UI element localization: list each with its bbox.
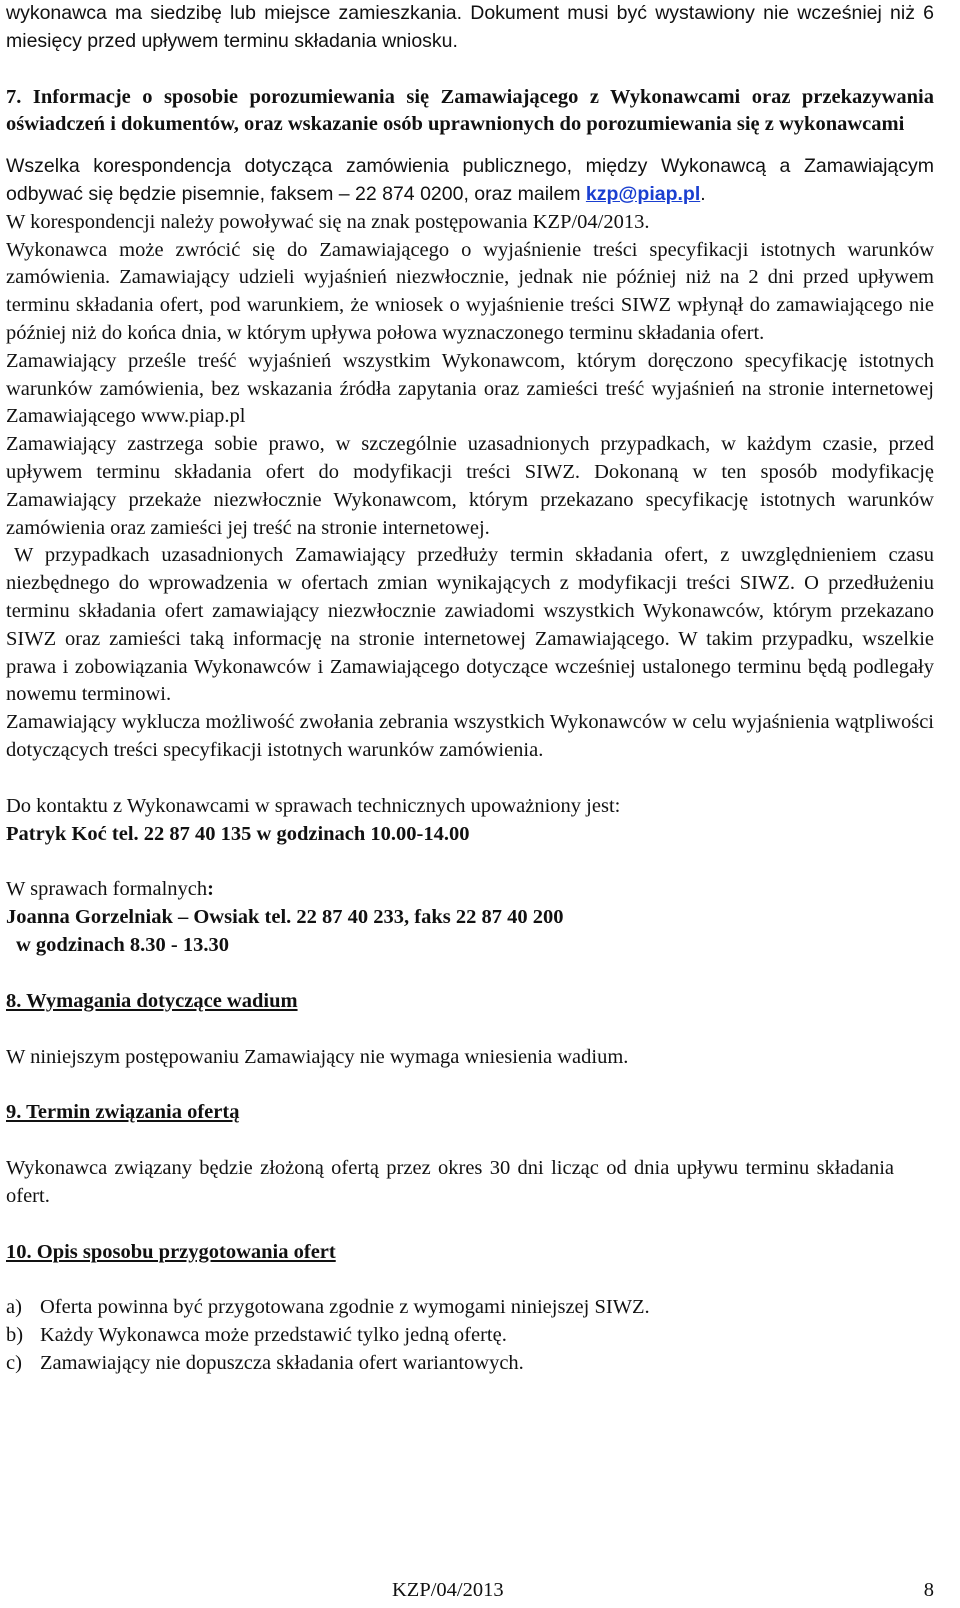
section-8-heading: 8. Wymagania dotyczące wadium [6, 989, 298, 1012]
list-item [6, 1322, 934, 1350]
email-link[interactable]: kzp@piap.pl [585, 182, 701, 205]
list-item-text: Każdy Wykonawca może przedstawić tylko jedną ofertę. [40, 1324, 507, 1347]
section-7-heading: 7. Informacje o sposobie porozumiewania się Zamawiającego z Wykonawcami oraz przekazywania oświadczeń i dokumentów, oraz wskazanie osób uprawnionych do porozumiewania się z wykonawcami [6, 85, 934, 136]
contact-formal-colon: : [207, 878, 214, 901]
footer-reference: KZP/04/2013 [392, 1579, 504, 1601]
section-10-heading: 10. Opis sposobu przygotowania ofert [6, 1240, 336, 1263]
list-marker: c) [6, 1352, 22, 1375]
contact-formal-hours: w godzinach 8.30 - 13.30 [16, 933, 229, 956]
contact-tech-person: Patryk Koć tel. 22 87 40 135 w godzinach 10.00-14.00 [6, 822, 470, 845]
list-item [6, 1350, 934, 1378]
deadline-extension-paragraph: W przypadkach uzasadnionych Zamawiający przedłuży termin składania ofert, z uwzględnieniem czasu niezbędnego do wprowadzenia w ofertach zmian wynikających z modyfikacji treści SIWZ. O przedłużeniu terminu składania ofert zamawiający niezwłocznie zawiadomi wszystkich Wykonawców, którym przekazano SIWZ oraz zamieści taką informację na stronie internetowej Zamawiającego. W takim przypadku, wszelkie prawa i zobowiązania Wykonawców i Zamawiającego dotyczące wcześniej ustalonego terminu będą podlegały nowemu terminowi. [6, 544, 934, 706]
document-page [6, 0, 934, 1378]
list-item-text: Oferta powinna być przygotowana zgodnie z wymogami niniejszej SIWZ. [40, 1296, 650, 1319]
contact-tech-label: Do kontaktu z Wykonawcami w sprawach technicznych upoważniony jest: [6, 794, 621, 817]
meeting-exclusion-paragraph: Zamawiający wyklucza możliwość zwołania zebrania wszystkich Wykonawców w celu wyjaśnienia wątpliwości dotyczących treści specyfikacji istotnych warunków zamówienia. [6, 711, 934, 761]
section-9-text: Wykonawca związany będzie złożoną ofertą przez okres 30 dni licząc od dnia upływu terminu składania ofert. [6, 1157, 894, 1207]
section-8-text: W niniejszym postępowaniu Zamawiający nie wymaga wniesienia wadium. [6, 1045, 629, 1068]
list-marker: b) [6, 1324, 24, 1347]
clarification-paragraph: Wykonawca może zwrócić się do Zamawiającego o wyjaśnienie treści specyfikacji istotnych warunków zamówienia. Zamawiający udzieli wyjaśnień niezwłocznie, jednak nie później niż na 2 dni przed upływem terminu składania ofert, pod warunkiem, że wniosek o wyjaśnienie treści SIWZ wpłynął do zamawiającego nie później niż do końca dnia, w którym upływa połowa wyznaczonego terminu składania ofert. [6, 238, 934, 344]
list-marker: a) [6, 1296, 22, 1319]
correspondence-end: . [700, 182, 706, 205]
contact-formal-label: W sprawach formalnych [6, 878, 208, 901]
clarification-forward-paragraph: Zamawiający prześle treść wyjaśnień wszystkim Wykonawcom, którym doręczono specyfikację istotnych warunków zamówienia, bez wskazania źródła zapytania oraz zamieści treść wyjaśnień na stronie internetowej Zamawiającego www.piap.pl [6, 349, 934, 428]
page-number: 8 [923, 1579, 934, 1601]
correspondence-text: Wszelka korespondencja dotycząca zamówienia publicznego, między Wykonawcą a Zamawiającym odbywać się będzie pisemnie, faksem – 22 874 0200, oraz mailem [6, 155, 934, 205]
contact-formal-person: Joanna Gorzelniak – Owsiak tel. 22 87 40 233, faks 22 87 40 200 [6, 906, 564, 929]
contact-formal-label-line [6, 876, 934, 904]
intro-paragraph: wykonawca ma siedzibę lub miejsce zamieszkania. Dokument musi być wystawiony nie wcześniej niż 6 miesięcy przed upływem terminu składania wniosku. [6, 2, 934, 52]
list-item-text: Zamawiający nie dopuszcza składania ofert wariantowych. [40, 1352, 524, 1375]
reference-paragraph: W korespondencji należy powoływać się na znak postępowania KZP/04/2013. [6, 210, 650, 233]
modification-paragraph: Zamawiający zastrzega sobie prawo, w szczególnie uzasadnionych przypadkach, w każdym czasie, przed upływem terminu składania ofert do modyfikacji treści SIWZ. Dokonaną w ten sposób modyfikację Zamawiający przekaże niezwłocznie Wykonawcom, którym przekazano specyfikację istotnych warunków zamówienia oraz zamieści jej treść na stronie internetowej. [6, 433, 934, 539]
section-9-heading: 9. Termin związania ofertą [6, 1101, 240, 1124]
page-footer [0, 1576, 934, 1604]
correspondence-paragraph [6, 153, 934, 209]
list-item [6, 1294, 934, 1322]
